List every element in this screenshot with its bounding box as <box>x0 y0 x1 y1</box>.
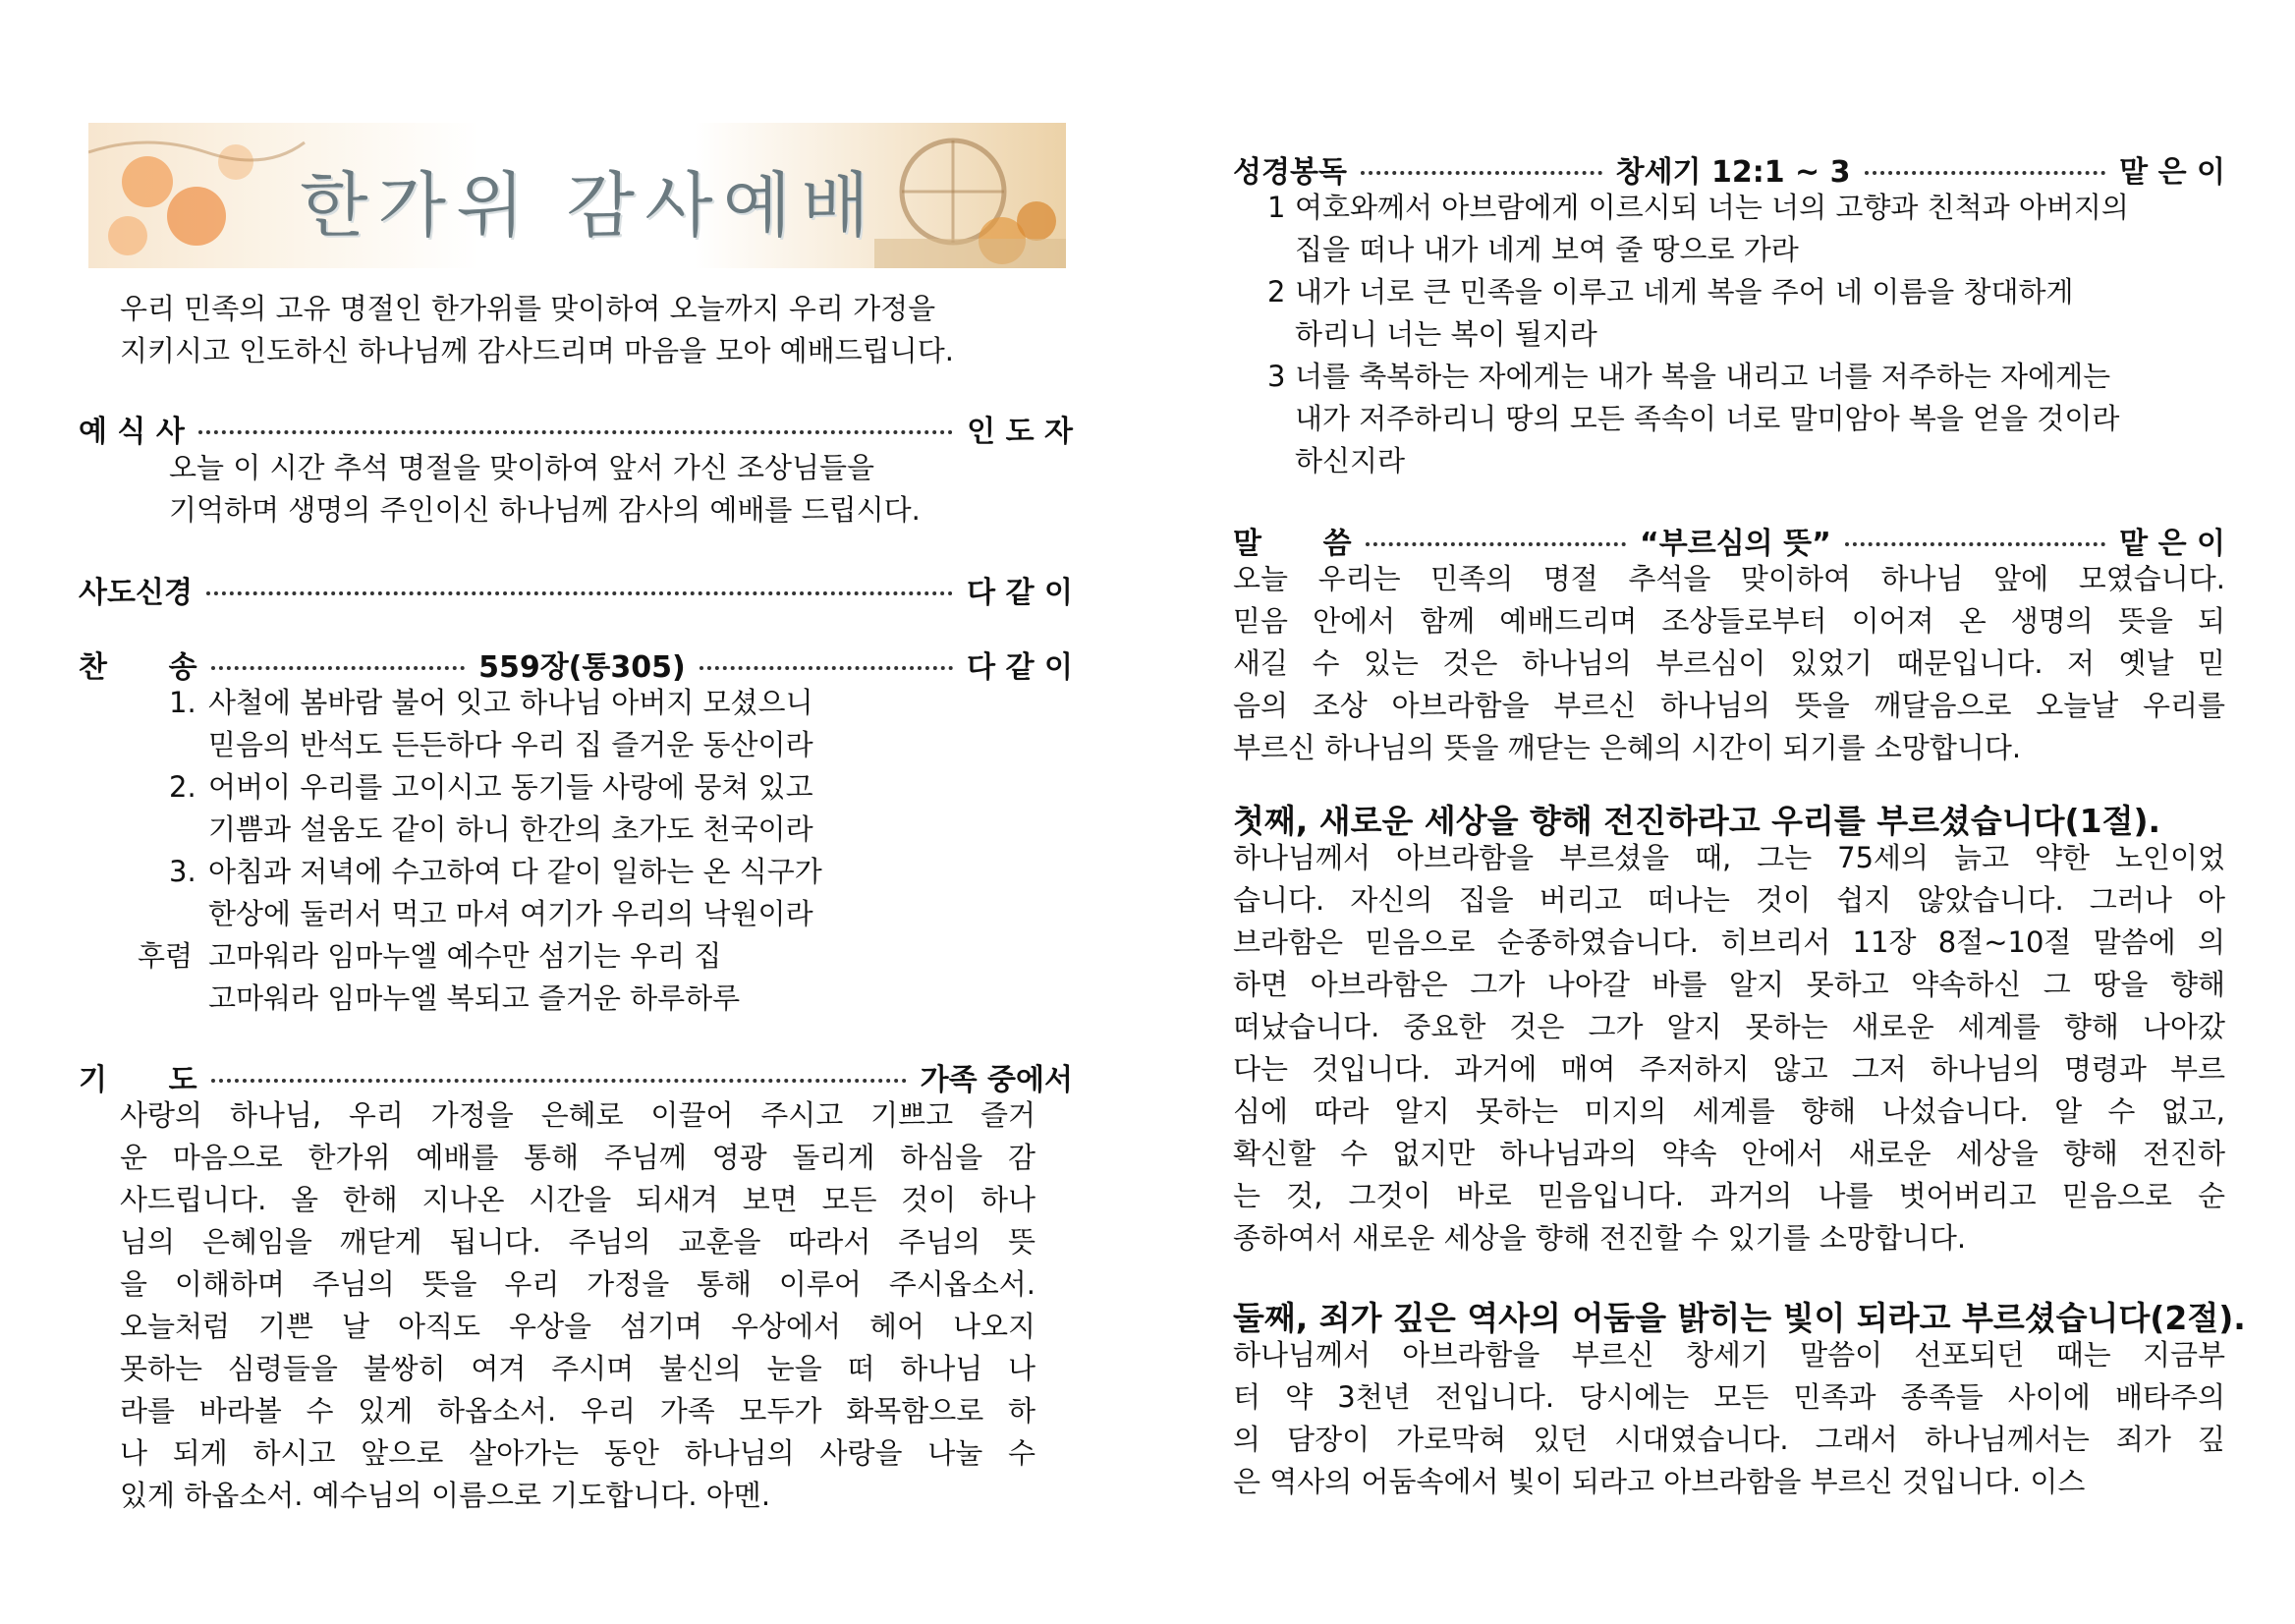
text-line: 님의 은혜임을 깨닫게 됩니다. 주님의 교훈을 따라서 주님의 뜻 <box>120 1225 1036 1259</box>
section-label: 사도신경 <box>79 576 193 610</box>
refrain-label: 후렴 <box>138 939 194 973</box>
leader-role: 맡 은 이 <box>2119 527 2226 561</box>
call-line: 기억하며 생명의 주인이신 하나님께 감사의 예배를 드립시다. <box>169 493 921 527</box>
hymn-verse-line: 2. 어버이 우리를 고이시고 동기들 사랑에 뭉쳐 있고 <box>169 766 813 809</box>
hymn-verse-line: 기쁨과 설움도 같이 하니 한간의 초가도 천국이라 <box>208 812 813 846</box>
verse-number: 2 <box>1267 275 1286 308</box>
scripture-line: 하신지라 <box>1295 444 1406 477</box>
text-line: 은 역사의 어둠속에서 빛이 되라고 아브라함을 부르신 것입니다. 이스 <box>1233 1465 2086 1498</box>
scripture-line: 1 여호와께서 아브람에게 이르시되 너는 너의 고향과 친척과 아버지의 <box>1267 187 2230 229</box>
sermon-point-2-text <box>1233 1334 2225 1503</box>
dotted-leader <box>211 1079 907 1083</box>
prayer-text <box>120 1094 1036 1517</box>
title-banner <box>88 123 1066 268</box>
section-label: 성경봉독 <box>1233 155 1347 190</box>
verse-number: 3. <box>169 855 196 888</box>
text-line: 하나님께서 아브라함을 부르신 창세기 말씀이 선포되던 때는 지금부 <box>1233 1338 2225 1372</box>
dotted-leader <box>1361 171 1602 175</box>
section-label: 기 도 <box>79 1063 197 1097</box>
call-line: 오늘 이 시간 추석 명절을 맞이하여 앞서 가신 조상님들을 <box>169 451 875 484</box>
leader-role: 다 같 이 <box>967 576 1073 610</box>
scripture-line: 3 너를 축복하는 자에게는 내가 복을 내리고 너를 저주하는 자에게는 <box>1267 356 2230 398</box>
text-line: 하나님께서 아브라함을 부르셨을 때, 그는 75세의 늙고 약한 노인이었 <box>1233 841 2225 874</box>
dotted-leader <box>211 666 465 670</box>
text-line: 라를 바라볼 수 있게 하옵소서. 우리 가족 모두가 화목함으로 하 <box>120 1394 1036 1428</box>
text-line: 습니다. 자신의 집을 버리고 떠나는 것이 쉽지 않았습니다. 그러나 아 <box>1233 883 2225 917</box>
dotted-leader <box>700 666 953 670</box>
dotted-leader <box>1845 542 2105 546</box>
call-to-worship-heading <box>79 407 1073 450</box>
text-line: 음의 조상 아브라함을 부르신 하나님의 뜻을 깨달음으로 오늘날 우리를 <box>1233 689 2225 722</box>
leader-role: 가족 중에서 <box>920 1063 1073 1097</box>
hymn-verse-line: 믿음의 반석도 든든하다 우리 집 즐거운 동산이라 <box>208 728 813 761</box>
dotted-leader <box>1865 171 2106 175</box>
section-label: 예 식 사 <box>79 415 185 449</box>
sermon-title: “부르심의 뜻” <box>1640 527 1831 561</box>
hymn-heading <box>79 643 1073 686</box>
scripture-line: 집을 떠나 내가 네게 보여 줄 땅으로 가라 <box>1295 233 1799 266</box>
scripture-passage: 창세기 12:1 ~ 3 <box>1615 155 1851 190</box>
sermon-heading <box>1233 519 2225 562</box>
leader-role: 인 도 자 <box>967 415 1073 449</box>
verse-number: 1. <box>169 686 196 719</box>
text-line: 새길 수 있는 것은 하나님의 부르심이 있었기 때문입니다. 저 옛날 믿 <box>1233 646 2225 680</box>
text-line: 종하여서 새로운 세상을 향해 전진할 수 있기를 소망합니다. <box>1233 1221 1967 1255</box>
text-line: 확신할 수 없지만 하나님과의 약속 안에서 새로운 세상을 향해 전진하 <box>1233 1137 2225 1170</box>
verse-number: 2. <box>169 770 196 804</box>
text-line: 부르신 하나님의 뜻을 깨닫는 은혜의 시간이 되기를 소망합니다. <box>1233 731 2022 764</box>
text-line: 운 마음으로 한가위 예배를 통해 주님께 영광 돌리게 하심을 감 <box>120 1141 1036 1174</box>
prayer-heading <box>79 1055 1073 1098</box>
scripture-line: 2 내가 너로 큰 민족을 이루고 네게 복을 주어 네 이름을 창대하게 <box>1267 271 2230 313</box>
dotted-leader <box>206 591 953 595</box>
scripture-line: 하리니 너는 복이 될지라 <box>1295 317 1597 351</box>
hymn-verse-line: 한상에 둘러서 먹고 마셔 여기가 우리의 낙원이라 <box>208 897 813 930</box>
sermon-point-1-title: 첫째, 새로운 세상을 향해 전진하라고 우리를 부르셨습니다(1절). <box>1233 802 2161 840</box>
text-line: 믿음 안에서 함께 예배드리며 조상들로부터 이어져 온 생명의 뜻을 되 <box>1233 604 2225 638</box>
text-line: 나 되게 하시고 앞으로 살아가는 동안 하나님의 사랑을 나눌 수 <box>120 1436 1036 1470</box>
text-line: 떠났습니다. 중요한 것은 그가 알지 못하는 새로운 세계를 향해 나아갔 <box>1233 1010 2225 1043</box>
leader-role: 맡 은 이 <box>2119 155 2226 190</box>
sermon-point-1-text <box>1233 837 2225 1260</box>
hymn-refrain-line: 고마워라 임마누엘 복되고 즐거운 하루하루 <box>208 981 741 1015</box>
text-line: 오늘 우리는 민족의 명절 추석을 맞이하여 하나님 앞에 모였습니다. <box>1233 562 2225 595</box>
sermon-point-2-title: 둘째, 죄가 깊은 역사의 어둠을 밝히는 빛이 되라고 부르셨습니다(2절). <box>1233 1299 2246 1337</box>
text-line: 오늘처럼 기쁜 날 아직도 우상을 섬기며 우상에서 헤어 나오지 <box>120 1310 1036 1343</box>
hymn-refrain-line: 후렴 고마워라 임마누엘 예수만 섬기는 우리 집 <box>138 935 721 978</box>
scripture-text <box>1267 187 2230 482</box>
text-line: 못하는 심령들을 불쌍히 여겨 주시며 불신의 눈을 떠 하나님 나 <box>120 1352 1036 1385</box>
intro-line: 우리 민족의 고유 명절인 한가위를 맞이하여 오늘까지 우리 가정을 <box>120 292 936 325</box>
hymn-number: 559장(통305) <box>478 650 686 685</box>
text-line: 을 이해하며 주님의 뜻을 우리 가정을 통해 이루어 주시옵소서. <box>120 1267 1036 1301</box>
text-line: 다는 것입니다. 과거에 매여 주저하지 않고 그저 하나님의 명령과 부르 <box>1233 1052 2225 1086</box>
dotted-leader <box>1366 542 1626 546</box>
text-line: 터 약 3천년 전입니다. 당시에는 모든 민족과 종족들 사이에 배타주의 <box>1233 1380 2225 1414</box>
text-line: 사드립니다. 올 한해 지나온 시간을 되새겨 보면 모든 것이 하나 <box>120 1183 1036 1216</box>
hymn-verse-line: 3. 아침과 저녁에 수고하여 다 같이 일하는 온 식구가 <box>169 851 822 893</box>
creed-heading <box>79 568 1073 611</box>
leader-role: 다 같 이 <box>967 650 1073 685</box>
verse-number: 3 <box>1267 360 1286 393</box>
text-line: 브라함은 믿음으로 순종하였습니다. 히브리서 11장 8절~10절 말씀에 의 <box>1233 925 2225 959</box>
text-line: 있게 하옵소서. 예수님의 이름으로 기도합니다. 아멘. <box>120 1479 771 1512</box>
section-label: 찬 송 <box>79 650 197 685</box>
scripture-reading-heading <box>1233 147 2225 191</box>
sermon-intro-text <box>1233 558 2225 769</box>
text-line: 는 것, 그것이 바로 믿음입니다. 과거의 나를 벗어버리고 믿음으로 순 <box>1233 1179 2225 1212</box>
hymn-verse-line: 1. 사철에 봄바람 불어 잇고 하나님 아버지 모셨으니 <box>169 682 813 724</box>
intro-line: 지키시고 인도하신 하나님께 감사드리며 마음을 모아 예배드립니다. <box>120 334 954 367</box>
text-line: 하면 아브라함은 그가 나아갈 바를 알지 못하고 약속하신 그 땅을 향해 <box>1233 968 2225 1001</box>
scripture-line: 내가 저주하리니 땅의 모든 족속이 너로 말미암아 복을 얻을 것이라 <box>1295 402 2120 435</box>
section-label: 말 씀 <box>1233 527 1352 561</box>
dotted-leader <box>198 430 953 434</box>
page-title: 한가위 감사예배 <box>300 164 879 247</box>
text-line: 심에 따라 알지 못하는 미지의 세계를 향해 나섰습니다. 알 수 없고, <box>1233 1094 2225 1128</box>
verse-number: 1 <box>1267 191 1286 224</box>
text-line: 의 담장이 가로막혀 있던 시대였습니다. 그래서 하나님께서는 죄가 깊 <box>1233 1423 2225 1456</box>
text-line: 사랑의 하나님, 우리 가정을 은혜로 이끌어 주시고 기쁘고 즐거 <box>120 1098 1036 1132</box>
